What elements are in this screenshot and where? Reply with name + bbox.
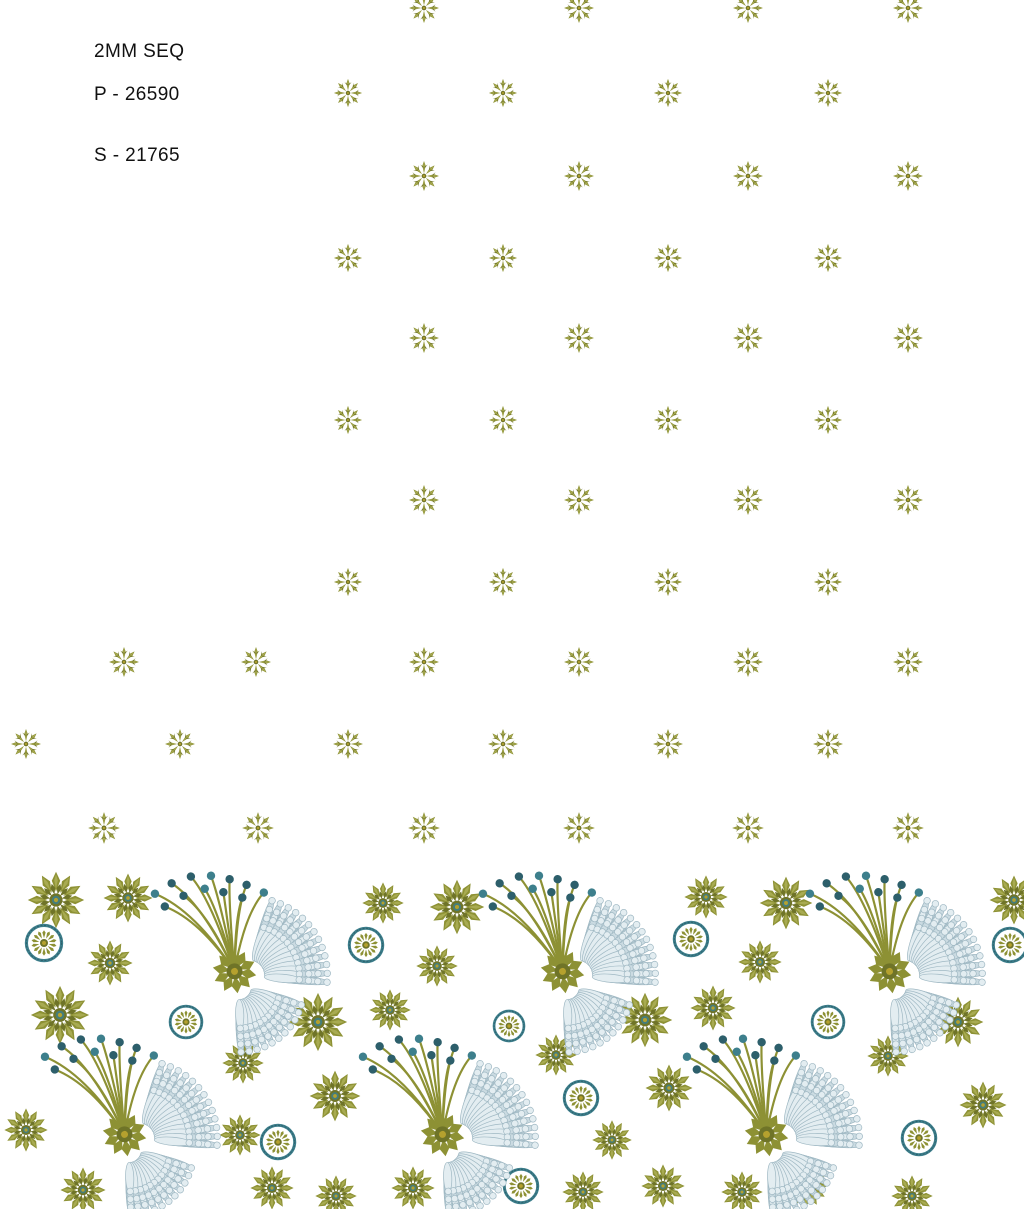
olive-starburst (812, 404, 844, 436)
olive-starburst (652, 77, 684, 109)
olive-rosette (866, 1034, 910, 1078)
olive-starburst (332, 77, 364, 109)
teal-medallion (168, 1004, 204, 1040)
olive-rosette (249, 1165, 295, 1209)
olive-starburst (562, 483, 596, 517)
olive-starburst (890, 810, 926, 846)
olive-starburst (562, 321, 596, 355)
olive-rosette (218, 1113, 262, 1157)
olive-rosette (415, 944, 459, 988)
olive-starburst (9, 727, 43, 761)
olive-starburst (562, 0, 596, 25)
olive-starburst (891, 321, 925, 355)
olive-starburst (652, 242, 684, 274)
olive-rosette (958, 1080, 1008, 1130)
olive-rosette (390, 1165, 436, 1209)
olive-starburst (561, 810, 597, 846)
blue-petal-spray (333, 1013, 583, 1203)
olive-rosette (361, 881, 405, 925)
blue-petal-spray (453, 862, 703, 1040)
teal-medallion (900, 1119, 938, 1157)
olive-rosette (988, 874, 1024, 926)
blue-petal-spray (780, 862, 1024, 1040)
olive-starburst (407, 159, 441, 193)
olive-rosette (59, 1166, 107, 1209)
olive-rosette (561, 1170, 605, 1209)
teal-medallion (672, 920, 710, 958)
olive-starburst (487, 404, 519, 436)
olive-rosette (221, 1041, 265, 1085)
olive-starburst (240, 810, 276, 846)
olive-rosette (428, 878, 486, 936)
olive-starburst (332, 242, 364, 274)
olive-starburst (331, 727, 365, 761)
teal-medallion (810, 1004, 846, 1040)
olive-starburst (730, 810, 766, 846)
olive-starburst (651, 727, 685, 761)
olive-starburst (487, 77, 519, 109)
olive-starburst (487, 242, 519, 274)
blue-petal-spray (657, 1013, 907, 1203)
olive-rosette (86, 939, 134, 987)
teal-medallion (24, 923, 64, 963)
olive-rosette (29, 984, 91, 1046)
olive-starburst (332, 404, 364, 436)
annotation-line-1: 2MM SEQ (94, 41, 185, 62)
teal-medallion (347, 926, 385, 964)
olive-starburst (407, 645, 441, 679)
olive-rosette (683, 874, 729, 920)
olive-rosette (26, 870, 86, 930)
olive-starburst (562, 159, 596, 193)
olive-rosette (640, 1163, 686, 1209)
olive-rosette (689, 984, 737, 1032)
olive-starburst (731, 321, 765, 355)
olive-starburst (891, 645, 925, 679)
olive-rosette (591, 1119, 633, 1161)
olive-starburst (652, 566, 684, 598)
olive-rosette (102, 872, 154, 924)
olive-rosette (314, 1174, 358, 1209)
olive-rosette (783, 1163, 829, 1209)
olive-starburst (731, 0, 765, 25)
olive-starburst (239, 645, 273, 679)
teal-medallion (562, 1079, 600, 1117)
olive-rosette (644, 1063, 694, 1113)
olive-rosette (758, 875, 814, 931)
olive-rosette (308, 1069, 362, 1123)
olive-rosette (931, 995, 985, 1049)
olive-starburst (407, 0, 441, 25)
olive-starburst (486, 727, 520, 761)
olive-starburst (812, 566, 844, 598)
blue-petal-spray (125, 862, 375, 1040)
olive-rosette (616, 991, 674, 1049)
olive-starburst (487, 566, 519, 598)
olive-starburst (891, 483, 925, 517)
teal-medallion (259, 1123, 297, 1161)
olive-starburst (891, 159, 925, 193)
olive-rosette (534, 1033, 578, 1077)
olive-rosette (890, 1174, 934, 1209)
olive-rosette (287, 991, 349, 1053)
olive-starburst (407, 321, 441, 355)
olive-starburst (812, 77, 844, 109)
border-band (0, 862, 1024, 1209)
teal-medallion (502, 1167, 540, 1205)
olive-starburst (406, 810, 442, 846)
olive-starburst (332, 566, 364, 598)
olive-starburst (811, 727, 845, 761)
annotation-line-3: S - 21765 (94, 145, 180, 166)
olive-starburst (652, 404, 684, 436)
annotation-block (94, 42, 184, 165)
olive-rosette (368, 988, 412, 1032)
olive-starburst (407, 483, 441, 517)
olive-starburst (107, 645, 141, 679)
olive-starburst (163, 727, 197, 761)
olive-starburst (86, 810, 122, 846)
annotation-line-2: P - 26590 (94, 84, 180, 105)
teal-medallion (991, 926, 1024, 964)
olive-rosette (737, 939, 783, 985)
olive-starburst (562, 645, 596, 679)
teal-medallion (492, 1009, 526, 1043)
olive-starburst (731, 645, 765, 679)
olive-starburst (891, 0, 925, 25)
olive-rosette (720, 1170, 764, 1209)
blue-petal-spray (15, 1013, 265, 1203)
olive-starburst (731, 483, 765, 517)
olive-starburst (731, 159, 765, 193)
olive-rosette (3, 1107, 49, 1153)
olive-starburst (812, 242, 844, 274)
